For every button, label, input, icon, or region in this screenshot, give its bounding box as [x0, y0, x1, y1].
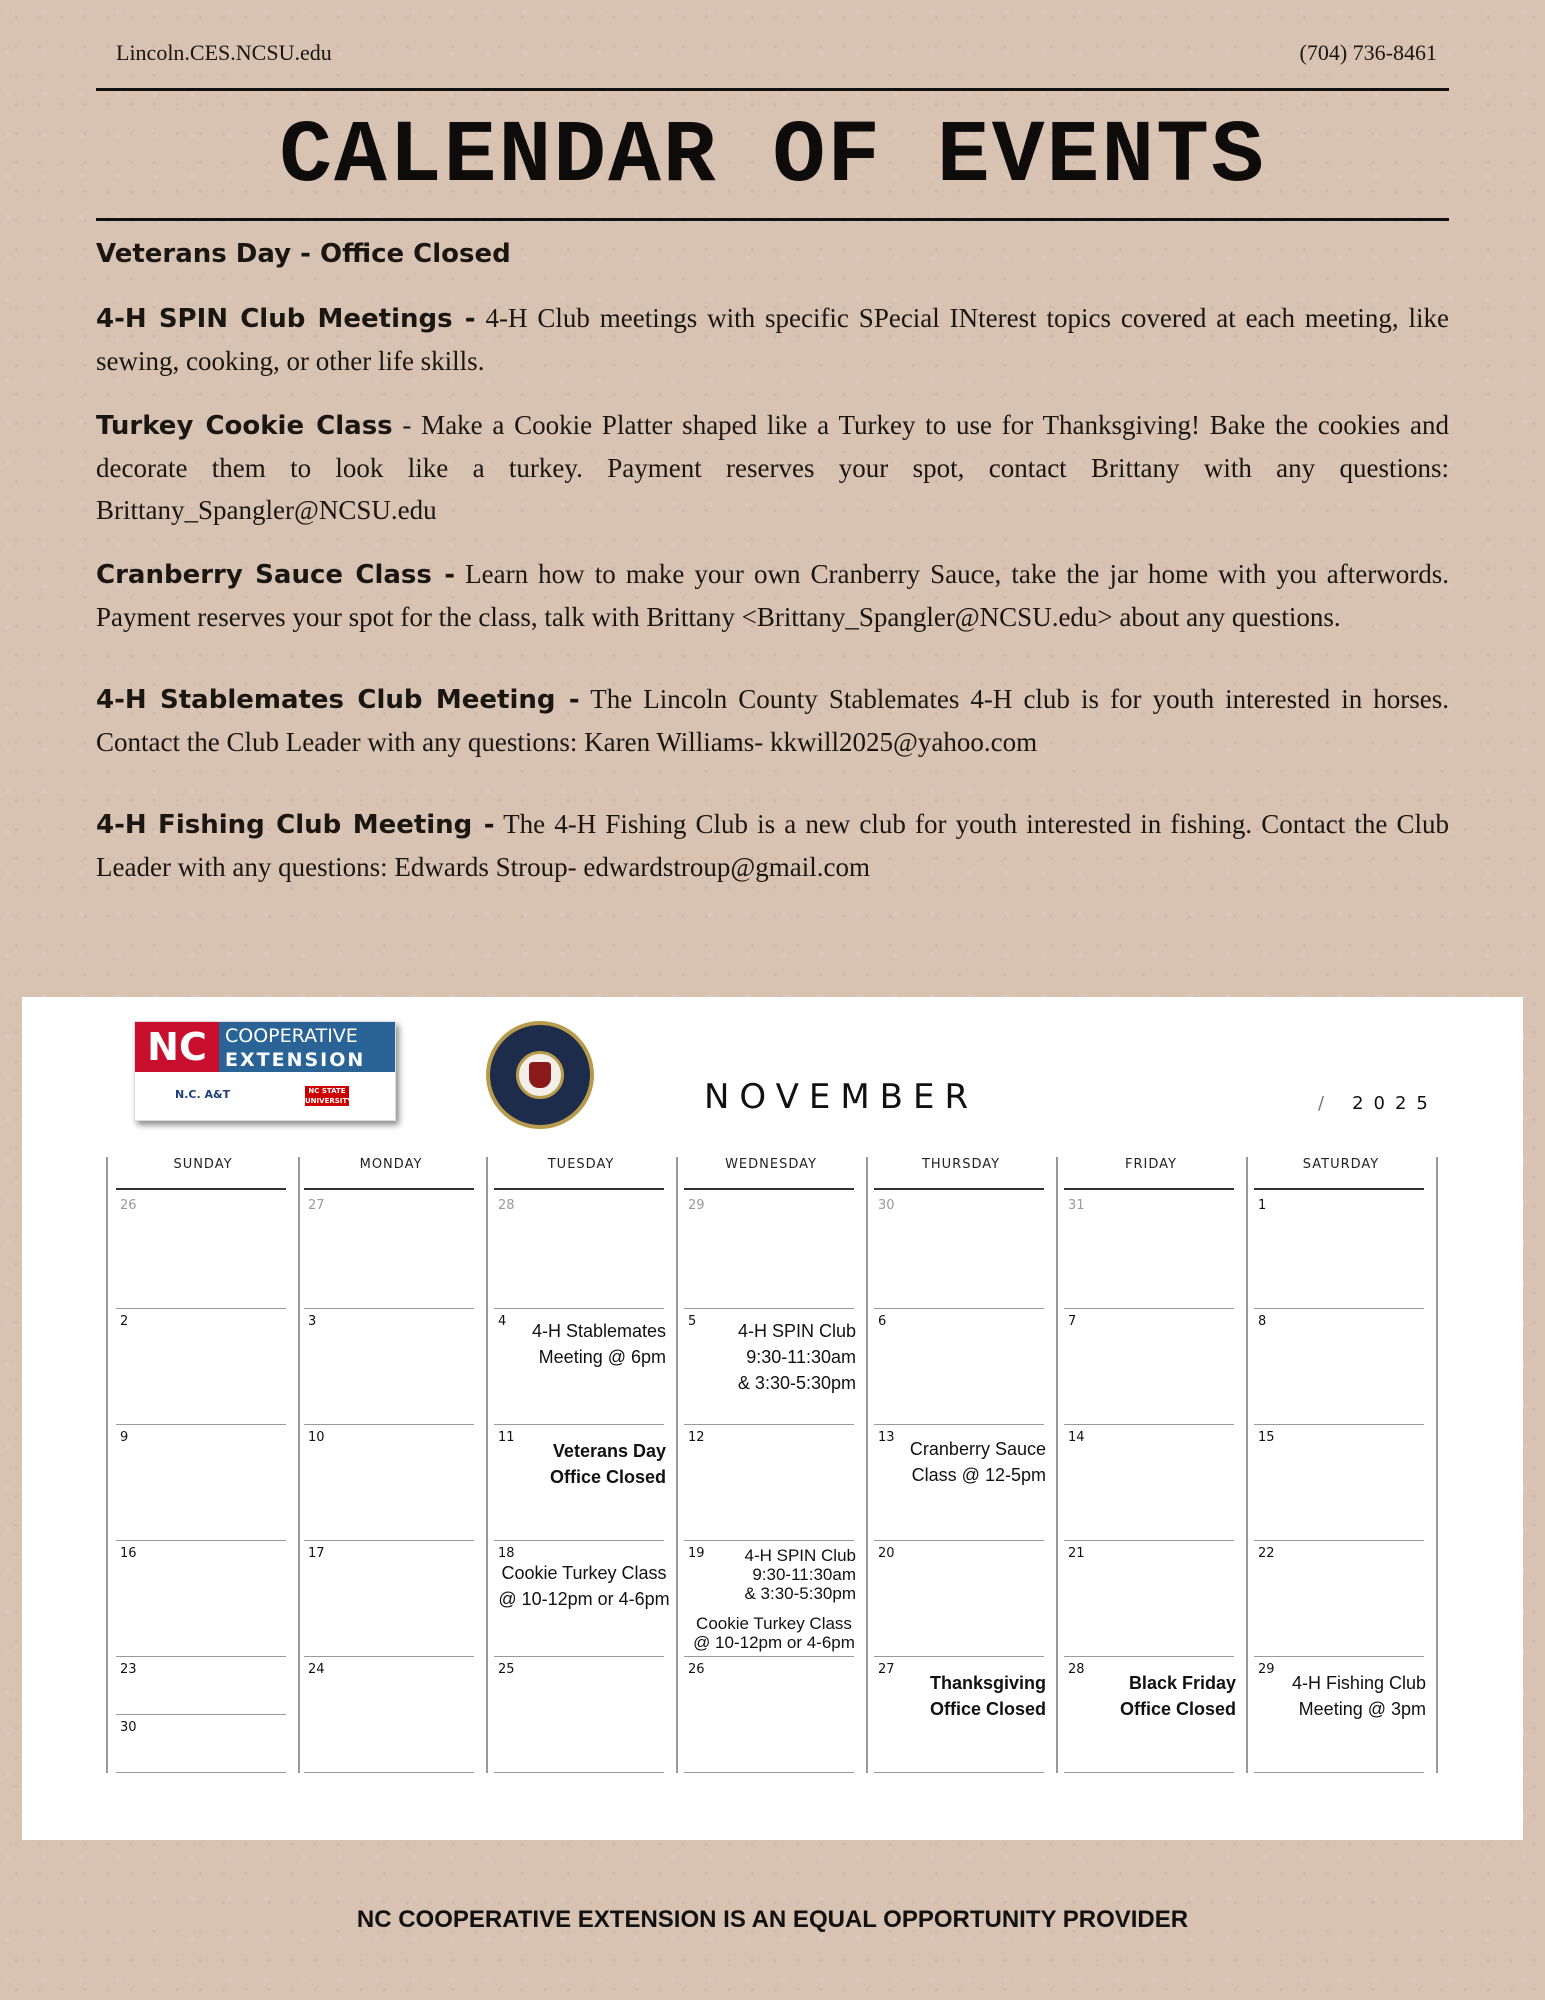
day-cell: [116, 1540, 286, 1657]
column-sunday: [106, 1157, 300, 1773]
day-number: 26: [688, 1662, 705, 1677]
seal-shield-icon: [529, 1062, 551, 1088]
day-number: 20: [878, 1546, 895, 1561]
day-number: 9: [120, 1430, 129, 1445]
day-header-line: [494, 1188, 664, 1190]
calendar-event-cookie-turkey: [674, 1614, 874, 1652]
day-header-line: [304, 1188, 474, 1190]
calendar-grid: [106, 1157, 1438, 1773]
extension-text: EXTENSION: [225, 1049, 366, 1071]
event-line: Meeting @ 3pm: [1298, 1699, 1426, 1719]
event-spin-club: [96, 297, 1449, 382]
day-cell: [116, 1714, 286, 1773]
day-number: 14: [1068, 1430, 1085, 1445]
day-header-line: [116, 1188, 286, 1190]
event-veterans-day: [96, 232, 1449, 275]
event-line: 9:30-11:30am: [746, 1347, 856, 1367]
day-cell: [874, 1192, 1044, 1309]
event-name: Cranberry Sauce Class -: [96, 560, 456, 590]
day-number: 24: [308, 1662, 325, 1677]
calendar-event-cranberry-sauce: [910, 1436, 1046, 1488]
day-number: 10: [308, 1430, 325, 1445]
day-cell: [874, 1424, 1044, 1541]
event-line: Thanksgiving: [929, 1673, 1046, 1693]
day-cell: [684, 1192, 854, 1309]
day-number: 28: [1068, 1662, 1085, 1677]
event-line: Class @ 12-5pm: [911, 1465, 1046, 1485]
day-cell: [1254, 1656, 1424, 1773]
column-saturday: [1246, 1157, 1438, 1773]
day-cell: [1254, 1540, 1424, 1657]
day-number: 4: [498, 1314, 507, 1329]
day-header: WEDNESDAY: [725, 1157, 817, 1172]
day-number: 5: [688, 1314, 697, 1329]
day-cell: [494, 1308, 664, 1425]
day-number: 2: [120, 1314, 129, 1329]
nc-mark: NC: [135, 1022, 219, 1072]
day-number: 27: [308, 1198, 325, 1213]
event-description: Learn how to make your own Cranberry Sauce, take the jar home with you afterwords. Payment reserves your spot for the class, talk with Brittany <Brittany_Spangler@NCSU.edu> about any questions.: [96, 559, 1449, 632]
top-bar: [96, 36, 1449, 91]
day-cell: [874, 1308, 1044, 1425]
day-header: TUESDAY: [547, 1157, 615, 1172]
day-number: 17: [308, 1546, 325, 1561]
event-line: Black Friday: [1128, 1673, 1236, 1693]
day-number: 19: [688, 1546, 705, 1561]
event-name: Turkey Cookie Class: [96, 411, 393, 441]
day-cell: [116, 1656, 286, 1715]
day-cell: [1254, 1308, 1424, 1425]
day-number: 29: [1258, 1662, 1275, 1677]
day-cell: [684, 1656, 854, 1773]
day-cell: [1064, 1656, 1234, 1773]
day-cell: [684, 1424, 854, 1541]
day-header: FRIDAY: [1125, 1157, 1177, 1172]
calendar-event-spin-club: [738, 1318, 856, 1396]
day-cell: [684, 1308, 854, 1425]
event-line: @ 10-12pm or 4-6pm: [693, 1633, 855, 1652]
column-tuesday: [486, 1157, 678, 1773]
day-number: 11: [498, 1430, 515, 1445]
calendar-panel: [22, 997, 1523, 1840]
day-cell: [116, 1192, 286, 1309]
website-link[interactable]: Lincoln.CES.NCSU.edu: [116, 40, 332, 65]
day-cell: [494, 1540, 670, 1657]
event-name: 4-H Stablemates Club Meeting -: [96, 685, 580, 715]
day-cell: [1064, 1540, 1234, 1657]
lincoln-county-seal-icon: [486, 1021, 594, 1129]
event-line: 4-H SPIN Club: [744, 1546, 856, 1565]
event-line: Cranberry Sauce: [909, 1439, 1046, 1459]
day-header: SATURDAY: [1302, 1157, 1380, 1172]
calendar-year: 2025: [1352, 1093, 1438, 1114]
day-cell: [494, 1656, 664, 1773]
event-line: Cookie Turkey Class: [501, 1563, 667, 1583]
year-separator: /: [1318, 1093, 1335, 1114]
day-number: 25: [498, 1662, 515, 1677]
day-cell: [494, 1192, 664, 1309]
column-wednesday: [676, 1157, 868, 1773]
day-header: SUNDAY: [173, 1157, 233, 1172]
day-header: MONDAY: [359, 1157, 423, 1172]
day-cell: [304, 1540, 474, 1657]
day-number: 30: [878, 1198, 895, 1213]
ncat-logo: N.C. A&T: [175, 1088, 231, 1101]
day-cell: [874, 1656, 1044, 1773]
day-number: 16: [120, 1546, 137, 1561]
phone-number: (704) 736-8461: [1299, 40, 1437, 65]
day-cell: [1064, 1424, 1234, 1541]
event-description: The Lincoln County Stablemates 4-H club is for youth interested in horses. Contact the Club Leader with any questions: Karen Williams- kkwill2025@yahoo.com: [96, 684, 1449, 757]
day-number: 18: [498, 1546, 515, 1561]
footer-disclaimer: NC COOPERATIVE EXTENSION IS AN EQUAL OPPORTUNITY PROVIDER: [356, 1906, 1189, 1933]
event-line: 4-H Stablemates: [531, 1321, 666, 1341]
column-friday: [1056, 1157, 1248, 1773]
calendar-event-spin-club: [744, 1546, 856, 1603]
day-number: 29: [688, 1198, 705, 1213]
day-cell: [304, 1656, 474, 1773]
event-descriptions: [96, 232, 1449, 910]
event-line: Cookie Turkey Class: [696, 1614, 852, 1633]
event-name: 4-H Fishing Club Meeting -: [96, 810, 495, 840]
event-line: @ 10-12pm or 4-6pm: [498, 1589, 670, 1609]
day-number: 15: [1258, 1430, 1275, 1445]
day-cell: [304, 1192, 474, 1309]
event-line: Meeting @ 6pm: [538, 1347, 666, 1367]
day-cell: [304, 1308, 474, 1425]
day-cell: [874, 1540, 1044, 1657]
calendar-event-black-friday: [1120, 1670, 1236, 1722]
event-line: & 3:30-5:30pm: [744, 1584, 856, 1603]
calendar-month: NOVEMBER: [704, 1077, 979, 1117]
day-header-line: [1064, 1188, 1234, 1190]
event-line: Veterans Day: [552, 1441, 666, 1461]
event-description: 4-H Club meetings with specific SPecial INterest topics covered at each meeting, like sewing, cooking, or other life skills.: [96, 303, 1449, 376]
event-line: Office Closed: [1119, 1699, 1236, 1719]
day-number: 21: [1068, 1546, 1085, 1561]
calendar-event-thanksgiving: [930, 1670, 1046, 1722]
event-turkey-cookie: [96, 404, 1449, 531]
day-header-line: [874, 1188, 1044, 1190]
day-number: 31: [1068, 1198, 1085, 1213]
calendar-year-label: [1318, 1093, 1438, 1114]
event-line: 9:30-11:30am: [752, 1565, 856, 1584]
day-number: 28: [498, 1198, 515, 1213]
day-cell: [116, 1308, 286, 1425]
day-cell: [116, 1424, 286, 1541]
calendar-event-stablemates: [532, 1318, 666, 1370]
day-header-line: [684, 1188, 854, 1190]
day-number: 27: [878, 1662, 895, 1677]
day-number: 30: [120, 1720, 137, 1735]
cooperative-extension-wordmark: [219, 1022, 395, 1072]
ncstate-logo: NC STATE UNIVERSITY: [305, 1087, 353, 1105]
day-header: THURSDAY: [921, 1157, 1001, 1172]
event-name: Veterans Day - Office Closed: [96, 239, 511, 269]
page-title: CALENDAR OF EVENTS: [96, 98, 1449, 221]
event-cranberry-sauce: [96, 553, 1449, 638]
event-description: - Make a Cookie Platter shaped like a Turkey to use for Thanksgiving! Bake the cookies and decorate them to look like a turkey. Payment reserves your spot, contact Brittany with any questions: Brittany_Spangler@NCSU.edu: [96, 410, 1449, 525]
calendar-event-fishing-club: [1292, 1670, 1426, 1722]
day-cell: [1064, 1308, 1234, 1425]
event-description: The 4-H Fishing Club is a new club for youth interested in fishing. Contact the Club Leader with any questions: Edwards Stroup- edwardstroup@gmail.com: [96, 809, 1449, 882]
column-thursday: [866, 1157, 1058, 1773]
day-number: 8: [1258, 1314, 1267, 1329]
event-line: 4-H Fishing Club: [1291, 1673, 1426, 1693]
event-fishing-club: [96, 803, 1449, 888]
day-number: 13: [878, 1430, 895, 1445]
day-cell: [1064, 1192, 1234, 1309]
event-line: 4-H SPIN Club: [737, 1321, 856, 1341]
day-number: 1: [1258, 1198, 1267, 1213]
event-line: Office Closed: [929, 1699, 1046, 1719]
event-line: Office Closed: [549, 1467, 666, 1487]
event-name: 4-H SPIN Club Meetings -: [96, 304, 476, 334]
day-number: 6: [878, 1314, 887, 1329]
day-header-line: [1254, 1188, 1424, 1190]
event-line: & 3:30-5:30pm: [737, 1373, 856, 1393]
seal-center: [516, 1051, 564, 1099]
calendar-event-cookie-turkey: [484, 1560, 684, 1612]
day-number: 3: [308, 1314, 317, 1329]
day-cell: [304, 1424, 474, 1541]
day-cell: [1254, 1192, 1424, 1309]
column-monday: [296, 1157, 488, 1773]
day-cell: [684, 1540, 854, 1657]
day-number: 7: [1068, 1314, 1077, 1329]
calendar-event-veterans-day: [550, 1438, 666, 1490]
nc-cooperative-extension-logo: [134, 1021, 396, 1121]
event-stablemates: [96, 678, 1449, 763]
day-number: 23: [120, 1662, 137, 1677]
day-number: 22: [1258, 1546, 1275, 1561]
day-cell: [1254, 1424, 1424, 1541]
day-number: 26: [120, 1198, 137, 1213]
day-cell: [494, 1424, 664, 1541]
day-number: 12: [688, 1430, 705, 1445]
cooperative-text: COOPERATIVE: [225, 1025, 358, 1047]
